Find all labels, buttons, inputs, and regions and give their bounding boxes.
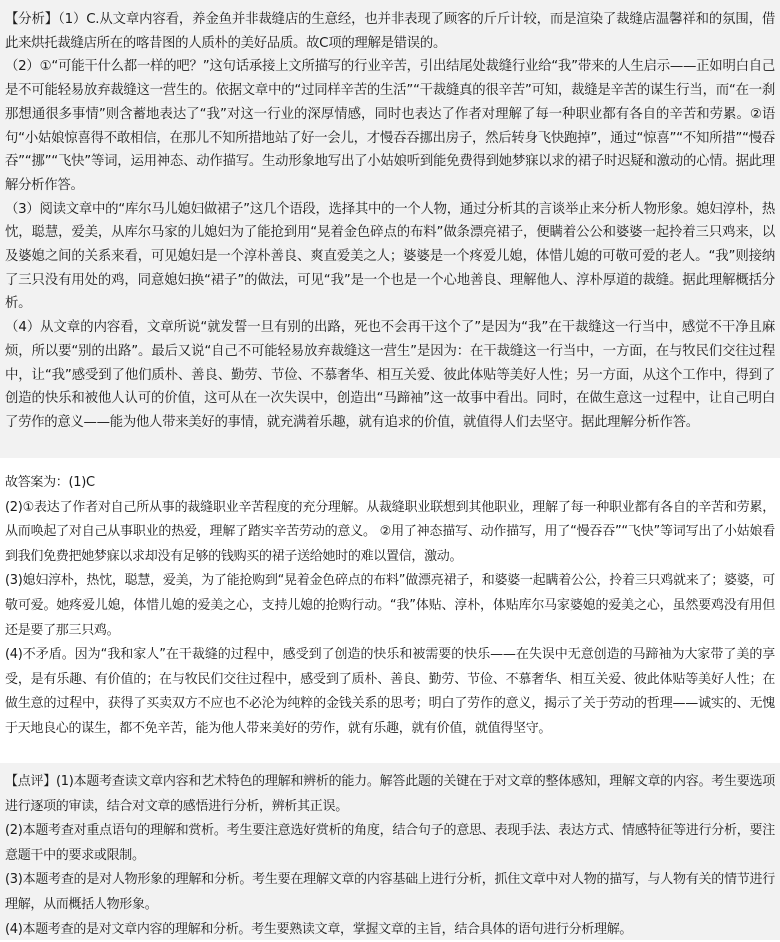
answer-item-3: (3)媳妇淳朴，热忱，聪慧，爱美，为了能抢购到“晃着金色碎点的布料”做漂亮裙子，和婆婆一起瞒着公公，拎着三只鸡就来了；婆婆，可敬可爱。她疼爱儿媳，体惜儿媳的爱美之心，支持儿媳的抢购行动。“我”体贴、淳朴，体贴库尔马家婆媳的爱美之心，虽然要鸡没有用但还是要了那三只鸡。 <box>5 573 775 638</box>
analysis-item-1: （1）C.从文章内容看，养金鱼并非裁缝店的生意经，也并非表现了顾客的斤斤计较，而是渲染了裁缝店温馨祥和的氛围，借此来烘托裁缝店所在的喀昔图的人质朴的美好品质。故C项的理解是错误的。 <box>5 12 775 51</box>
analysis-item-3: （3）阅读文章中的“库尔马儿媳妇做裙子”这几个语段，选择其中的一个人物，通过分析其的言谈举止来分析人物形象。媳妇淳朴，热忱，聪慧，爱美，从库尔马家的儿媳妇为了能抢到用“晃着金色碎点的布料”做条漂亮裙子，便瞒着公公和婆婆一起拎着三只鸡来，以及婆媳之间的关系来看，可见媳妇是一个淳朴善良、爽直爱美之人；婆婆是一个疼爱儿媳，体惜儿媳的可敬可爱的老人。“我”则接纳了三只没有用处的鸡，同意媳妇换“裙子”的做法，可见“我”是一个也是一个心地善良、理解他人、淳朴厚道的裁缝。据此理解概括分析。 <box>5 201 775 312</box>
comment-label: 【点评】 <box>5 774 57 789</box>
answer-section <box>0 458 780 763</box>
comment-item-1: (1)本题考查读文章内容和艺术特色的理解和辨析的能力。解答此题的关键在于对文章的整体感知，理解文章的内容。考生要选项进行逐项的审读，结合对文章的感悟进行分析，辨析其正误。 <box>5 774 775 814</box>
comment-paragraph-1 <box>5 770 775 819</box>
analysis-item-2: （2）①“可能干什么都一样的吧？”这句话承接上文所描写的行业辛苦，引出结尾处裁缝行业给“我”带来的人生启示——正如明白自己是不可能轻易放弃裁缝这一营生的。依据文章中的“过同样辛苦的生活”“干裁缝真的很辛苦”可知，裁缝是辛苦的谋生行当，而“在一刹那想通很多事情”则含蓄地表达了“我”对这一行业的深厚情感，同时也表达了作者对理解了每一种职业都有各自的辛苦和劳累。②语句“小姑娘惊喜得不敢相信，在那儿不知所措地站了好一会儿，才慢吞吞挪出房子，然后转身飞快跑掉”，通过“惊喜”“不知所措”“慢吞吞”“挪”“飞快”等词，运用神态、动作描写。生动形象地写出了小姑娘听到能免费得到她梦寐以求的裙子时迟疑和激动的心情。据此理解分析作答。 <box>5 59 775 193</box>
answer-label: 故答案为： <box>5 475 69 490</box>
analysis-text <box>5 8 775 435</box>
answer-item-1: (1)C <box>68 475 95 490</box>
comment-item-3: (3)本题考查的是对人物形象的理解和分析。考生要在理解文章的内容基础上进行分析，抓住文章中对人物的描写，与人物有关的情节进行理解，从而概括人物形象。 <box>5 872 775 912</box>
comment-text <box>5 770 775 942</box>
answer-item-4: (4)不矛盾。因为“我和家人”在干裁缝的过程中，感受到了创造的快乐和被需要的快乐——在失误中无意创造的马蹄袖为大家带了美的享受，是有乐趣、有价值的；在与牧民们交往过程中，感受到了质朴、善良、勤劳、节俭、不慕奢华、相互关爱、彼此体贴等美好人性；在做生意的过程中，获得了买卖双方不应也不必沦为纯粹的金钱关系的思考；明白了劳作的意义，揭示了关于劳动的哲理——诚实的、无愧于天地良心的谋生，都不免辛苦，能为他人带来美好的劳作，就有乐趣，就有价值，就值得坚守。 <box>5 647 775 736</box>
analysis-label: 【分析】 <box>5 12 59 27</box>
answer-item-2: (2)①表达了作者对自己所从事的裁缝职业辛苦程度的充分理解。从裁缝职业联想到其他职业，理解了每一种职业都有各自的辛苦和劳累，从而唤起了对自己从事职业的热爱，理解了踏实辛苦劳动的意义。 ②用了神态描写、动作描写，用了“慢吞吞”“飞快”等词写出了小姑娘看到我们免费把她梦寐以求却没有足够的钱购买的裙子送给她时的难以置信，激动。 <box>5 499 775 564</box>
analysis-section <box>0 0 780 458</box>
answer-text <box>5 471 775 742</box>
comment-item-2: (2)本题考查对重点语句的理解和赏析。考生要注意选好赏析的角度，结合句子的意思、表现手法、表达方式、情感特征等进行分析，要注意题干中的要求或限制。 <box>5 823 775 863</box>
comment-section <box>0 763 780 940</box>
answer-paragraph-1 <box>5 471 775 496</box>
comment-item-4: (4)本题考查的是对文章内容的理解和分析。考生要熟读文章，掌握文章的主旨，结合具体的语句进行分析理解。 <box>5 921 633 937</box>
analysis-item-4: （4）从文章的内容看，文章所说“就发誓一旦有别的出路，死也不会再干这个了”是因为“我”在干裁缝这一行当中，感觉不干净且麻烦，所以要“别的出路”。最后又说“自己不可能轻易放弃裁缝这一营生”是因为：在干裁缝这一行当中，一方面，在与牧民们交往过程中，让“我”感受到了他们质朴、善良、勤劳、节俭、不慕奢华、相互关爱、彼此体贴等美好人性；另一方面，从这个工作中，得到了创造的快乐和被他人认可的价值，这可从在一次失误中，创造出“马蹄袖”这一故事中看出。同时，在做生意这一过程中，让自己明白了劳作的意义——能为他人带来美好的事情，就充满着乐趣，就有追求的价值，就值得人们去坚守。据此理解分析作答。 <box>5 320 775 430</box>
analysis-paragraph-1 <box>5 8 775 55</box>
